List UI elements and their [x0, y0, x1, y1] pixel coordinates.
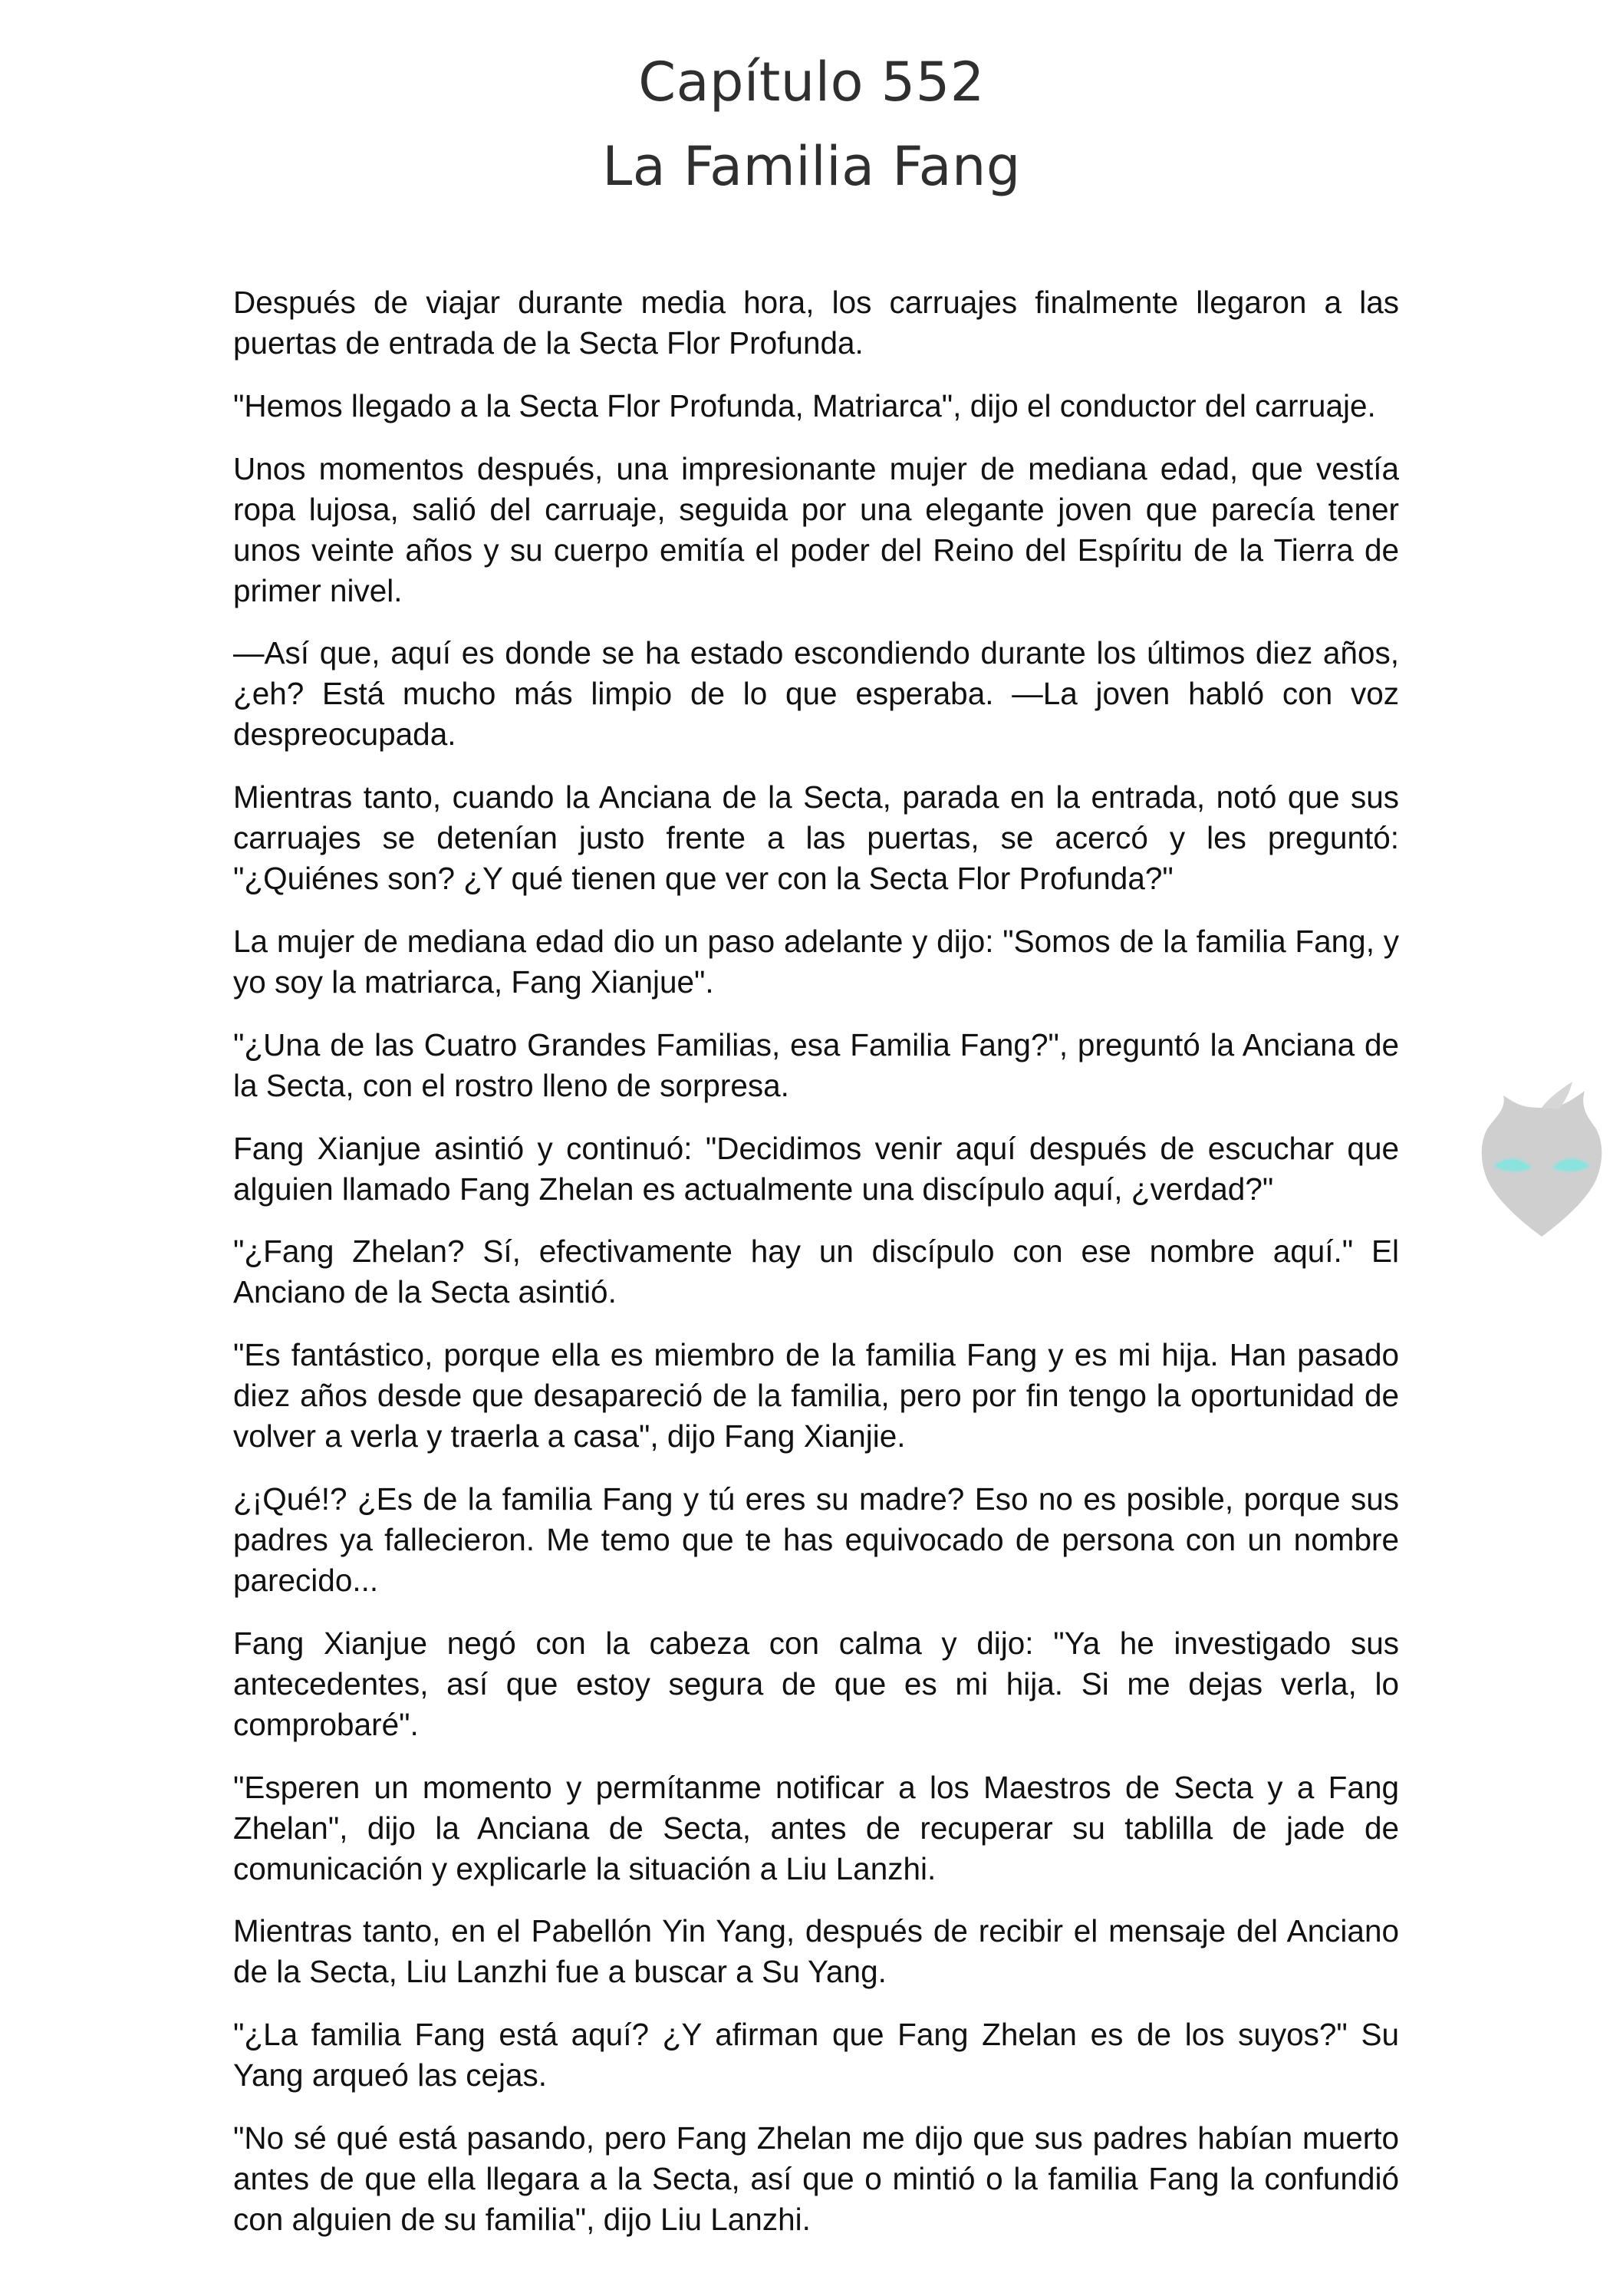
- paragraph-13: "Esperen un momento y permítanme notificar a los Maestros de Secta y a Fang Zhelan", dijo la Anciana de Secta, antes de recuperar su tablilla de jade de comunicación y explicarle la situación a Liu Lanzhi.: [233, 1769, 1399, 1886]
- paragraph-8: Fang Xianjue asintió y continuó: "Decidimos venir aquí después de escuchar que alguien llamado Fang Zhelan es actualmente una discípulo aquí, ¿verdad?": [233, 1130, 1399, 1207]
- paragraph-2: "Hemos llegado a la Secta Flor Profunda, Matriarca", dijo el conductor del carruaje.: [233, 387, 1376, 423]
- chapter-number: Capítulo 552: [638, 51, 985, 114]
- paragraph-3: Unos momentos después, una impresionante mujer de mediana edad, que vestía ropa lujosa, salió del carruaje, seguida por una elegante joven que parecía tener unos veinte años y su cuerpo emitía el poder del Reino del Espíritu de la Tierra de primer nivel.: [233, 450, 1399, 608]
- chapter-heading: [0, 40, 1623, 209]
- demon-head-icon: [1473, 1074, 1611, 1243]
- paragraph-11: ¿¡Qué!? ¿Es de la familia Fang y tú eres su madre? Eso no es posible, porque sus padres ya fallecieron. Me temo que te has equivocado de persona con un nombre parecido...: [233, 1481, 1399, 1598]
- paragraph-5: Mientras tanto, cuando la Anciana de la Secta, parada en la entrada, notó que sus carruajes se detenían justo frente a las puertas, se acercó y les preguntó: "¿Quiénes son? ¿Y qué tienen que ver con la Secta Flor Profunda?": [233, 779, 1399, 897]
- paragraph-1: Después de viajar durante media hora, los carruajes finalmente llegaron a las puertas de entrada de la Secta Flor Profunda.: [233, 285, 1399, 361]
- paragraph-10: "Es fantástico, porque ella es miembro de la familia Fang y es mi hija. Han pasado diez años desde que desapareció de la familia, pero por fin tengo la oportunidad de volver a verla y traerla a casa", dijo Fang Xianjie.: [233, 1337, 1399, 1454]
- paragraph-9: "¿Fang Zhelan? Sí, efectivamente hay un discípulo con ese nombre aquí." El Anciano de la Secta asintió.: [233, 1234, 1399, 1310]
- paragraph-6: La mujer de mediana edad dio un paso adelante y dijo: "Somos de la familia Fang, y yo soy la matriarca, Fang Xianjue".: [233, 923, 1399, 1000]
- paragraph-16: "No sé qué está pasando, pero Fang Zhelan me dijo que sus padres habían muerto antes de que ella llegara a la Secta, así que o mintió o la familia Fang la confundió con alguien de su familia", dijo Liu Lanzhi.: [233, 2120, 1399, 2237]
- chapter-body: [233, 282, 1399, 2262]
- paragraph-7: "¿Una de las Cuatro Grandes Familias, esa Familia Fang?", preguntó la Anciana de la Secta, con el rostro lleno de sorpresa.: [233, 1026, 1399, 1103]
- paragraph-12: Fang Xianjue negó con la cabeza con calma y dijo: "Ya he investigado sus antecedentes, así que estoy segura de que es mi hija. Si me dejas verla, lo comprobaré".: [233, 1625, 1399, 1742]
- paragraph-14: Mientras tanto, en el Pabellón Yin Yang, después de recibir el mensaje del Anciano de la Secta, Liu Lanzhi fue a buscar a Su Yang.: [233, 1913, 1399, 1990]
- paragraph-4: —Así que, aquí es donde se ha estado escondiendo durante los últimos diez años, ¿eh? Está mucho más limpio de lo que esperaba. —La joven habló con voz despreocupada.: [233, 635, 1399, 753]
- chapter-title: La Familia Fang: [602, 135, 1021, 198]
- paragraph-15: "¿La familia Fang está aquí? ¿Y afirman que Fang Zhelan es de los suyos?" Su Yang arqueó las cejas.: [233, 2017, 1399, 2093]
